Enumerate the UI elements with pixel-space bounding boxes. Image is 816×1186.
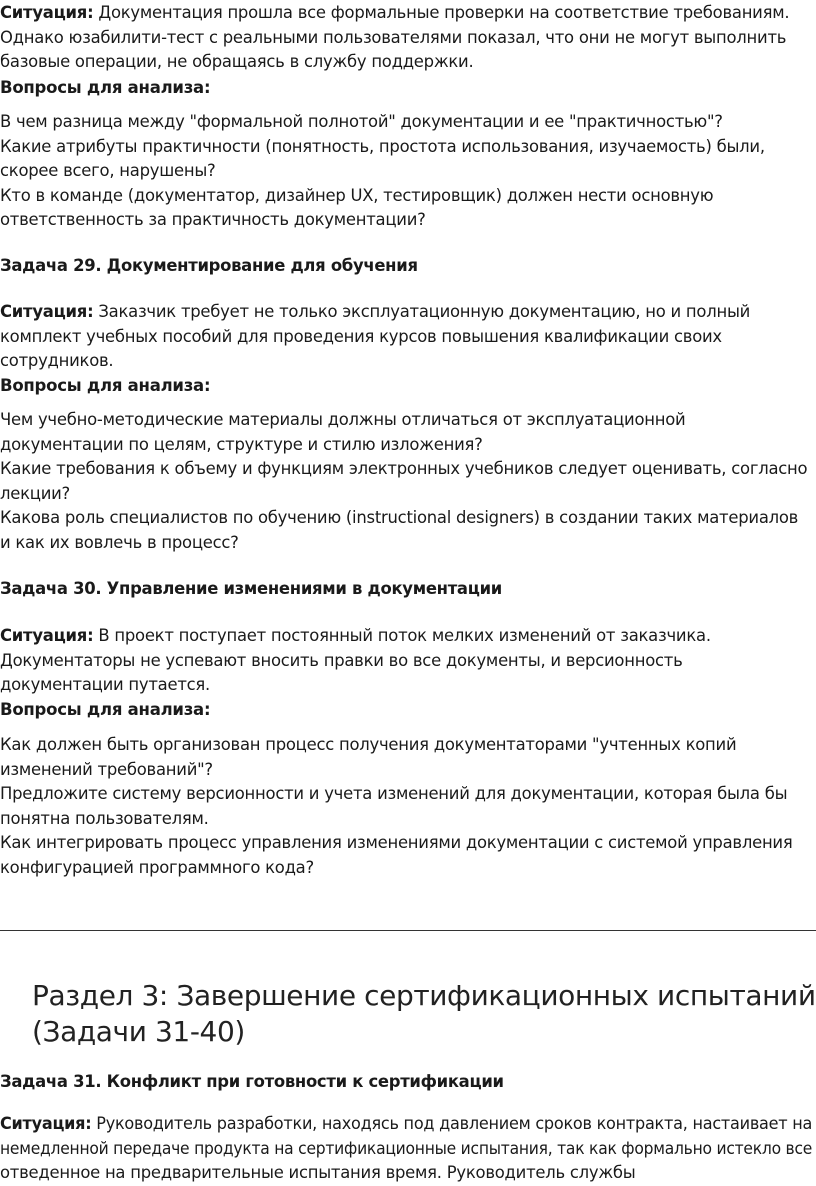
situation-text: В проект поступает постоянный поток мелких изменений от заказчика. (98, 626, 711, 645)
section-title-line: Раздел 3: Завершение сертификационных испытаний (32, 979, 816, 1012)
situation-text: комплект учебных пособий для проведения курсов повышения квалификации своих (0, 326, 722, 346)
question-line: скорее всего, нарушены? (0, 161, 216, 180)
situation-text: Заказчик требует не только эксплуатационную документацию, но и полный (98, 302, 751, 321)
question-line: документации по целям, структуре и стилю изложения? (0, 434, 483, 454)
situation-label: Ситуация: (0, 302, 94, 321)
question-line: Какие атрибуты практичности (понятность, простота использования, изучаемость) были, (0, 136, 765, 156)
situation-text: Документаторы не успевают вносить правки во все документы, и версионность (0, 650, 683, 670)
question-line: и как их вовлечь в процесс? (0, 532, 239, 552)
situation-label: Ситуация: (0, 3, 94, 22)
question-line: Какие требования к объему и функциям электронных учебников следует оценивать, согласно (0, 459, 808, 478)
situation-label: Ситуация: (0, 1114, 92, 1133)
task-31-heading: Задача 31. Конфликт при готовности к сертификации (0, 1072, 504, 1091)
question-line: Как интегрировать процесс управления изменениями документации с системой управления (0, 833, 793, 852)
situation-text: отведенное на предварительные испытания время. Руководитель службы (0, 1163, 636, 1182)
question-line: Какова роль специалистов по обучению (instructional designers) в создании таких материалов (0, 508, 799, 527)
questions-list (0, 110, 816, 233)
question-line: понятна пользователям. (0, 808, 209, 828)
questions-list (0, 733, 816, 880)
situation-label: Ситуация: (0, 626, 94, 645)
task-30-heading: Задача 30. Управление изменениями в документации (0, 579, 503, 598)
questions-label: Вопросы для анализа: (0, 376, 211, 395)
question-line: Как должен быть организован процесс получения документаторами "учтенных копий (0, 735, 737, 754)
question-line: Кто в команде (документатор, дизайнер UX, тестировщик) должен нести основную (0, 185, 714, 205)
situation-text: документации путается. (0, 675, 211, 694)
situation-paragraph (0, 300, 816, 374)
situation-text: Документация прошла все формальные проверки на соответствие требованиям. (98, 3, 790, 22)
question-line: В чем разница между "формальной полнотой" документации и ее "практичностью"? (0, 112, 723, 131)
question-line: лекции? (0, 483, 71, 503)
section-3-heading (32, 978, 816, 1050)
situation-text: базовые операции, не обращаясь в службу поддержки. (0, 52, 474, 71)
situation-text: Руководитель разработки, находясь под давлением сроков контракта, настаивает на (96, 1114, 813, 1133)
situation-paragraph (0, 1112, 816, 1186)
situation-text: сотрудников. (0, 351, 114, 370)
situation-text: немедленной передаче продукта на сертификационные испытания, так как формально истекло все (0, 1138, 813, 1158)
questions-label: Вопросы для анализа: (0, 700, 211, 719)
questions-list (0, 408, 816, 555)
question-line: Чем учебно-методические материалы должны отличаться от эксплуатационной (0, 410, 686, 429)
section-divider (0, 930, 816, 931)
situation-text: Однако юзабилити-тест с реальными пользователями показал, что они не могут выполнить (0, 27, 787, 47)
question-line: изменений требований"? (0, 759, 213, 779)
question-line: ответственность за практичность документации? (0, 210, 426, 229)
situation-paragraph (0, 1, 816, 75)
question-line: конфигурацией программного кода? (0, 857, 314, 877)
task-29-heading: Задача 29. Документирование для обучения (0, 256, 418, 275)
questions-label: Вопросы для анализа: (0, 78, 211, 97)
situation-paragraph (0, 624, 816, 698)
question-line: Предложите систему версионности и учета изменений для документации, которая была бы (0, 784, 788, 803)
section-title-line: (Задачи 31-40) (32, 1015, 245, 1048)
